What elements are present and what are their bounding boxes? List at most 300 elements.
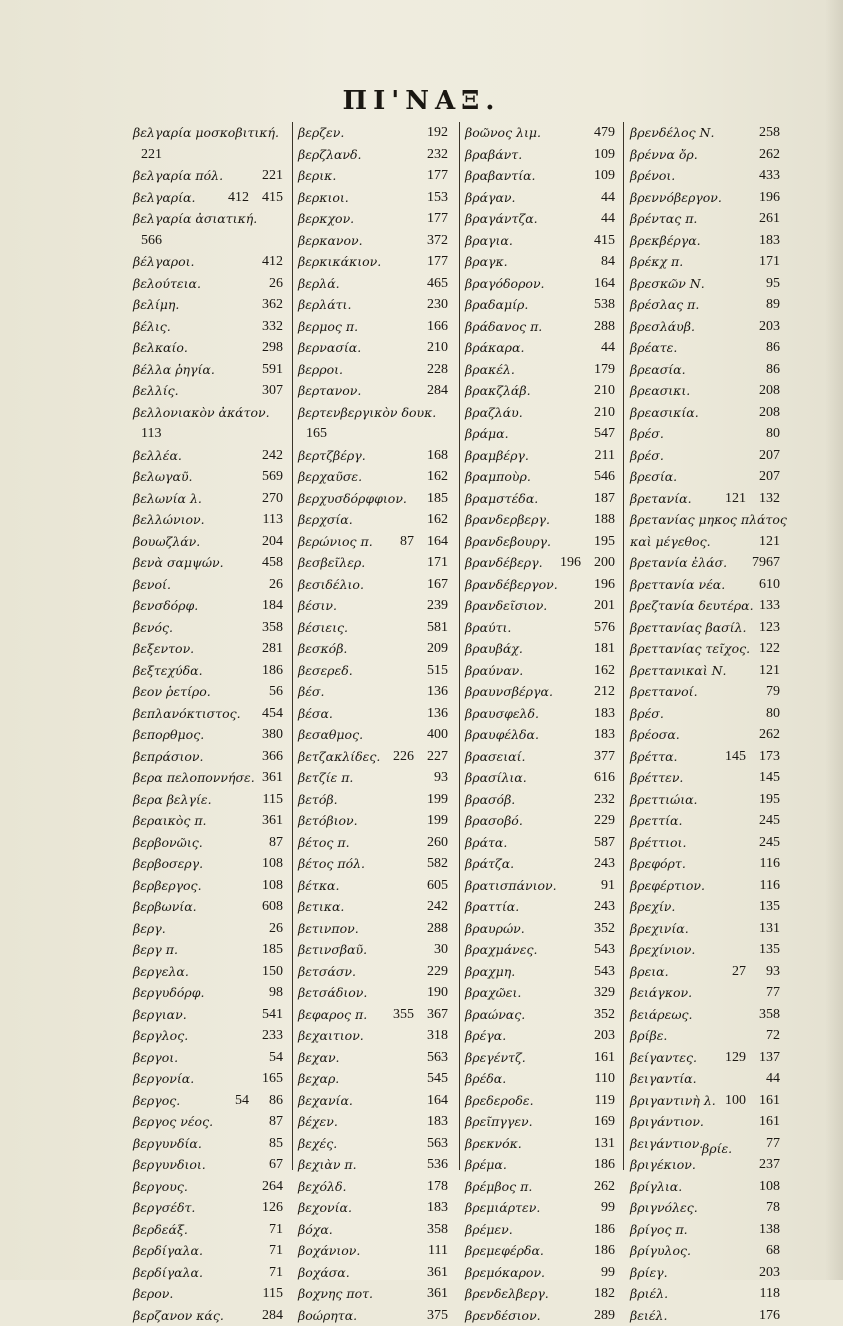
index-entry — [465, 1154, 615, 1176]
entry-page-continued: 113 — [141, 426, 161, 442]
entry-page: 181 — [594, 641, 615, 657]
entry-term: βρίεγ. — [630, 1265, 668, 1280]
index-entry — [298, 832, 448, 854]
entry-page: 183 — [427, 1200, 448, 1216]
index-entry — [630, 1176, 780, 1198]
entry-term: βρετανία ἐλάσ. — [630, 555, 727, 570]
entry-page: 89 — [766, 297, 780, 313]
entry-page: 260 — [427, 835, 448, 851]
entry-term: βραδαμίρ. — [465, 297, 528, 312]
entry-term: βραμποὺρ. — [465, 469, 531, 484]
entry-term: βραμβέργ. — [465, 448, 529, 463]
index-entry — [133, 165, 283, 187]
entry-page: 358 — [759, 1007, 780, 1023]
entry-term: βερα πελοποννήσε. — [133, 770, 255, 785]
entry-page: 121 — [759, 663, 780, 679]
index-entry — [465, 466, 615, 488]
entry-term: βραχῶει. — [465, 985, 521, 1000]
entry-page: 245 — [759, 813, 780, 829]
entry-page: 307 — [262, 383, 283, 399]
entry-page: 199 — [427, 792, 448, 808]
entry-page: 298 — [262, 340, 283, 356]
index-entry — [465, 273, 615, 295]
entry-term: βερβονῶις. — [133, 835, 203, 850]
entry-term: βερα βελγίε. — [133, 792, 212, 807]
entry-page: 358 — [262, 620, 283, 636]
entry-term: βρενδέλος Ν. — [630, 125, 714, 140]
index-entry — [133, 1219, 283, 1241]
entry-page: 545 — [427, 1071, 448, 1087]
entry-page: 186 — [594, 1243, 615, 1259]
index-entry — [630, 767, 780, 789]
entry-page: 177 — [427, 254, 448, 270]
entry-term: βερζανον κάς. — [133, 1308, 224, 1323]
index-entry — [298, 187, 448, 209]
entry-page-first: 27 — [732, 964, 746, 980]
entry-term: βεχές. — [298, 1136, 337, 1151]
index-column-1 — [133, 122, 283, 1326]
index-entry — [133, 1283, 283, 1305]
index-entry — [630, 853, 780, 875]
index-entry — [298, 1240, 448, 1262]
entry-term: βελγαρία ἀσιατική. — [133, 211, 257, 226]
entry-page: 281 — [262, 641, 283, 657]
index-entry — [133, 875, 283, 897]
index-entry — [133, 1025, 283, 1047]
entry-page: 87 — [269, 835, 283, 851]
entry-term: βραττία. — [465, 899, 519, 914]
entry-page: 44 — [601, 340, 615, 356]
entry-page: 161 — [594, 1050, 615, 1066]
entry-term: βρέσ. — [630, 448, 664, 463]
entry-term: βρεζτανία δευτέρα. — [630, 598, 754, 613]
index-entry — [133, 488, 283, 510]
entry-term: βρανδέβεργον. — [465, 577, 558, 592]
entry-term: βεργελα. — [133, 964, 189, 979]
entry-page: 95 — [766, 276, 780, 292]
index-entry — [630, 273, 780, 295]
index-entry — [133, 703, 283, 725]
entry-page: 177 — [427, 168, 448, 184]
index-entry — [133, 638, 283, 660]
entry-term: βερβωνία. — [133, 899, 197, 914]
page-title: ΠΙ'ΝΑΞ. — [0, 86, 843, 116]
index-entry — [465, 1025, 615, 1047]
index-entry — [465, 660, 615, 682]
entry-term: βερβοσεργ. — [133, 856, 203, 871]
entry-page: 547 — [594, 426, 615, 442]
entry-page: 608 — [262, 899, 283, 915]
entry-term: βριγαντινὴ λ. — [630, 1093, 716, 1108]
entry-page: 71 — [269, 1265, 283, 1281]
entry-term: βετόβ. — [298, 792, 338, 807]
entry-page: 44 — [601, 211, 615, 227]
entry-term: βρενδέσιον. — [465, 1308, 541, 1323]
entry-term: βετζίε π. — [298, 770, 353, 785]
entry-page: 541 — [262, 1007, 283, 1023]
entry-page: 121 — [759, 534, 780, 550]
entry-term: βρεφόρτ. — [630, 856, 686, 871]
entry-term: βρέννα ὄρ. — [630, 147, 698, 162]
entry-page: 243 — [594, 856, 615, 872]
entry-page: 270 — [262, 491, 283, 507]
entry-term: βερροι. — [298, 362, 343, 377]
index-entry — [133, 337, 283, 359]
index-entry — [630, 875, 780, 897]
entry-page: 184 — [262, 598, 283, 614]
entry-term: βουωζλάν. — [133, 534, 200, 549]
entry-term: βριγάντιον. — [630, 1114, 704, 1129]
index-entry — [465, 1176, 615, 1198]
index-entry — [630, 896, 780, 918]
index-entry — [630, 681, 780, 703]
entry-term: βενός. — [133, 620, 173, 635]
entry-term: βέσιεις. — [298, 620, 348, 635]
index-entry — [133, 316, 283, 338]
entry-page: 108 — [262, 856, 283, 872]
entry-page: 242 — [427, 899, 448, 915]
entry-term: βράκαρα. — [465, 340, 524, 355]
entry-page: 91 — [601, 878, 615, 894]
entry-term: βελλίς. — [133, 383, 179, 398]
entry-term: βεσκόβ. — [298, 641, 347, 656]
entry-page: 136 — [427, 706, 448, 722]
entry-term: βοώρητα. — [298, 1308, 357, 1323]
entry-term: βρεῖπγγεν. — [465, 1114, 533, 1129]
entry-page: 262 — [759, 147, 780, 163]
index-entry — [465, 380, 615, 402]
entry-term: βεργονία. — [133, 1071, 194, 1086]
index-entry — [298, 1025, 448, 1047]
entry-term: βραχμη. — [465, 964, 515, 979]
index-entry — [465, 1133, 615, 1155]
entry-term: βρέττα. — [630, 749, 678, 764]
index-entry — [465, 1219, 615, 1241]
entry-page: 221 — [262, 168, 283, 184]
entry-page: 204 — [262, 534, 283, 550]
index-entry — [298, 617, 448, 639]
entry-term: βετινσβαῦ. — [298, 942, 367, 957]
entry-page: 361 — [262, 770, 283, 786]
index-entry — [133, 724, 283, 746]
entry-term: βετινπον. — [298, 921, 359, 936]
entry-page-first: 121 — [725, 491, 746, 507]
index-entry — [133, 853, 283, 875]
index-entry — [465, 488, 615, 510]
index-entry — [298, 144, 448, 166]
index-entry — [630, 423, 780, 445]
index-entry — [298, 810, 448, 832]
entry-page: 108 — [759, 1179, 780, 1195]
index-entry — [630, 251, 780, 273]
entry-term: βραυφέλδα. — [465, 727, 539, 742]
entry-term: βείγαντες. — [630, 1050, 697, 1065]
entry-page: 44 — [766, 1071, 780, 1087]
index-entry — [465, 1111, 615, 1133]
index-entry — [133, 1240, 283, 1262]
entry-page: 243 — [594, 899, 615, 915]
entry-page: 538 — [594, 297, 615, 313]
entry-page: 168 — [427, 448, 448, 464]
index-entry — [630, 337, 780, 359]
entry-term: βρασίλια. — [465, 770, 527, 785]
entry-term: βραγάντζα. — [465, 211, 538, 226]
entry-term: βεργος. — [133, 1093, 180, 1108]
index-entry — [630, 1111, 780, 1133]
entry-page: 367 — [427, 1007, 448, 1023]
entry-page: 196 — [759, 190, 780, 206]
entry-term: βεχονία. — [298, 1200, 352, 1215]
index-entry — [465, 1090, 615, 1112]
index-entry — [298, 724, 448, 746]
entry-page: 182 — [594, 1286, 615, 1302]
index-entry — [465, 144, 615, 166]
entry-page: 78 — [766, 1200, 780, 1216]
index-entry — [133, 574, 283, 596]
index-entry — [465, 595, 615, 617]
entry-page: 576 — [594, 620, 615, 636]
entry-term: βεργυδόρφ. — [133, 985, 204, 1000]
entry-term: βρεδεροδε. — [465, 1093, 534, 1108]
entry-term: βρεχίνιον. — [630, 942, 695, 957]
index-entry — [630, 402, 780, 424]
entry-page: 261 — [759, 211, 780, 227]
entry-page: 582 — [427, 856, 448, 872]
index-entry — [133, 1068, 283, 1090]
entry-term: βερδίγαλα. — [133, 1243, 203, 1258]
entry-page: 207 — [759, 469, 780, 485]
entry-term: βρέττεν. — [630, 770, 683, 785]
entry-page: 361 — [427, 1265, 448, 1281]
entry-page: 178 — [427, 1179, 448, 1195]
entry-term: βερτανον. — [298, 383, 361, 398]
index-entry — [133, 423, 283, 445]
index-entry — [465, 1240, 615, 1262]
index-entry — [465, 681, 615, 703]
entry-page-first: 196 — [560, 555, 581, 571]
index-column-3 — [465, 122, 615, 1326]
entry-page: 133 — [759, 598, 780, 614]
entry-term: βρεφέρτιον. — [630, 878, 705, 893]
entry-page: 569 — [262, 469, 283, 485]
entry-page: 352 — [594, 921, 615, 937]
entry-term: βεργλος. — [133, 1028, 188, 1043]
entry-page: 135 — [759, 899, 780, 915]
entry-page: 358 — [427, 1222, 448, 1238]
entry-term: βρίγυλος. — [630, 1243, 691, 1258]
index-entry — [133, 402, 283, 424]
entry-term: βρεασικία. — [630, 405, 699, 420]
entry-page: 208 — [759, 383, 780, 399]
entry-page: 116 — [760, 878, 780, 894]
entry-page-first: 412 — [228, 190, 249, 206]
entry-page: 543 — [594, 964, 615, 980]
entry-page: 581 — [427, 620, 448, 636]
entry-page: 183 — [594, 706, 615, 722]
index-entry — [630, 445, 780, 467]
entry-term: βειάρεως. — [630, 1007, 693, 1022]
entry-term: βρεννόβεργον. — [630, 190, 722, 205]
entry-page: 203 — [759, 319, 780, 335]
entry-page: 179 — [594, 362, 615, 378]
entry-term: βρέσ. — [630, 426, 664, 441]
entry-page: 26 — [269, 577, 283, 593]
index-entry — [133, 1154, 283, 1176]
entry-term: βρέμα. — [465, 1157, 507, 1172]
entry-term: βρεμιάρτεν. — [465, 1200, 540, 1215]
entry-page: 186 — [594, 1157, 615, 1173]
index-entry — [133, 1004, 283, 1026]
entry-page: 171 — [427, 555, 448, 571]
entry-page: 87 — [269, 1114, 283, 1130]
index-entry — [133, 617, 283, 639]
entry-page: 71 — [269, 1222, 283, 1238]
index-entry — [298, 703, 448, 725]
index-entry — [630, 509, 780, 531]
index-entry — [133, 595, 283, 617]
index-entry — [465, 165, 615, 187]
entry-page: 361 — [262, 813, 283, 829]
entry-term: βραχμάνες. — [465, 942, 537, 957]
entry-page: 183 — [427, 1114, 448, 1130]
entry-page: 26 — [269, 276, 283, 292]
entry-term: βεραικὸς π. — [133, 813, 207, 828]
entry-term: βρεμεφέρδα. — [465, 1243, 544, 1258]
entry-term: βέσιν. — [298, 598, 337, 613]
entry-term: βελλονιακὸν ἀκάτον. — [133, 405, 270, 420]
entry-page: 207 — [759, 448, 780, 464]
index-entry — [298, 445, 448, 467]
entry-page: 115 — [263, 792, 283, 808]
entry-page: 258 — [759, 125, 780, 141]
entry-term: βειέλ. — [630, 1308, 667, 1323]
entry-page: 161 — [759, 1093, 780, 1109]
entry-term: βέτος πόλ. — [298, 856, 365, 871]
index-entry — [133, 144, 283, 166]
entry-term: βρανδερβεργ. — [465, 512, 550, 527]
column-rule-3 — [623, 122, 624, 1170]
entry-term: βόχα. — [298, 1222, 333, 1237]
entry-term: βέσα. — [298, 706, 333, 721]
index-entry — [465, 703, 615, 725]
index-entry — [630, 939, 780, 961]
entry-page-first: 100 — [725, 1093, 746, 1109]
index-entry — [465, 724, 615, 746]
index-entry — [133, 1111, 283, 1133]
entry-page: 54 — [269, 1050, 283, 1066]
entry-term: βελωγαῦ. — [133, 469, 193, 484]
index-entry — [298, 251, 448, 273]
index-entry — [298, 466, 448, 488]
entry-term: βερχυσδόρφφιον. — [298, 491, 407, 506]
index-entry — [298, 488, 448, 510]
entry-term: βελγαρία. — [133, 190, 195, 205]
entry-term: βενοί. — [133, 577, 171, 592]
entry-term: βρέμβος π. — [465, 1179, 532, 1194]
entry-term: βοῶνος λιμ. — [465, 125, 541, 140]
index-entry — [298, 380, 448, 402]
index-entry — [298, 1047, 448, 1069]
entry-page-first: 129 — [725, 1050, 746, 1066]
entry-page: 164 — [427, 1093, 448, 1109]
entry-term: βερκχον. — [298, 211, 354, 226]
index-entry — [133, 961, 283, 983]
index-entry — [630, 982, 780, 1004]
entry-page: 135 — [759, 942, 780, 958]
entry-page: 211 — [595, 448, 615, 464]
entry-page: 113 — [263, 512, 283, 528]
entry-term: βερκανον. — [298, 233, 363, 248]
entry-page: 137 — [759, 1050, 780, 1066]
entry-page: 56 — [269, 684, 283, 700]
index-entry — [298, 230, 448, 252]
entry-term: βειγάντιον. — [630, 1136, 703, 1151]
entry-term: βρέσ. — [630, 706, 664, 721]
entry-term: βρεκβέργα. — [630, 233, 701, 248]
index-entry — [133, 767, 283, 789]
entry-page: 433 — [759, 168, 780, 184]
entry-page: 195 — [594, 534, 615, 550]
entry-term: βρέσλας π. — [630, 297, 699, 312]
index-entry — [465, 359, 615, 381]
index-entry — [630, 230, 780, 252]
index-entry — [630, 918, 780, 940]
entry-term: βεργιαν. — [133, 1007, 187, 1022]
entry-page: 362 — [262, 297, 283, 313]
entry-term: βελλέα. — [133, 448, 182, 463]
entry-page: 239 — [427, 598, 448, 614]
index-entry — [298, 208, 448, 230]
index-entry — [630, 703, 780, 725]
index-entry — [133, 122, 283, 144]
entry-term: βριγέκιον. — [630, 1157, 696, 1172]
entry-term: καὶ μέγεθος. — [630, 534, 711, 549]
entry-page: 605 — [427, 878, 448, 894]
index-entry — [465, 574, 615, 596]
entry-term: βρενδελβεργ. — [465, 1286, 549, 1301]
entry-term: βεργυνδιοι. — [133, 1157, 206, 1172]
entry-page: 195 — [759, 792, 780, 808]
entry-term: βρεττανίας τεῖχος. — [630, 641, 750, 656]
index-entry — [630, 1219, 780, 1241]
entry-page: 203 — [594, 1028, 615, 1044]
entry-page: 98 — [269, 985, 283, 1001]
entry-term: βρεχίν. — [630, 899, 675, 914]
entry-term: βεργ. — [133, 921, 166, 936]
index-entry — [465, 316, 615, 338]
entry-page: 161 — [759, 1114, 780, 1130]
index-entry — [630, 1090, 780, 1112]
entry-term: βρατισπάνιον. — [465, 878, 557, 893]
index-entry — [465, 337, 615, 359]
entry-term: βεξτεχύδα. — [133, 663, 203, 678]
entry-page: 232 — [594, 792, 615, 808]
entry-page: 115 — [263, 1286, 283, 1302]
entry-term: βεσιδέλιο. — [298, 577, 364, 592]
entry-page: 80 — [766, 706, 780, 722]
entry-page-first: 145 — [725, 749, 746, 765]
entry-term: βρετανίας μηκος πλάτος — [630, 512, 787, 527]
entry-page: 366 — [262, 749, 283, 765]
entry-page: 264 — [262, 1179, 283, 1195]
entry-page: 210 — [594, 383, 615, 399]
entry-page: 196 — [594, 577, 615, 593]
index-entry — [298, 509, 448, 531]
entry-page: 377 — [594, 749, 615, 765]
index-entry — [298, 681, 448, 703]
index-entry — [298, 165, 448, 187]
entry-term: βρεσλάυβ. — [630, 319, 695, 334]
